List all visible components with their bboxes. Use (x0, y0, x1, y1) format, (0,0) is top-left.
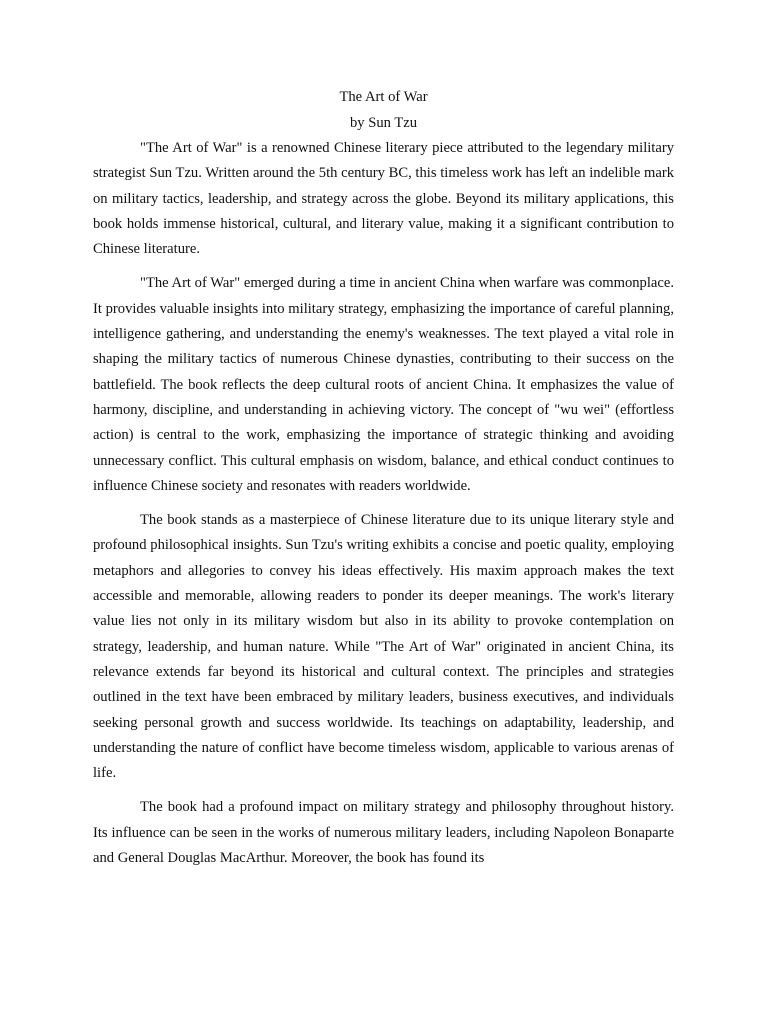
document-page (93, 87, 674, 880)
paragraph-4: The book had a profound impact on military strategy and philosophy throughout history. Its influence can be seen in the works of numerous military leaders, including Napoleon Bonaparte and General Douglas MacArthur. Moreover, the book has found its (93, 799, 674, 867)
document-author: by Sun Tzu (349, 115, 418, 131)
document-title: The Art of War (339, 89, 428, 105)
paragraph-3: The book stands as a masterpiece of Chinese literature due to its unique literary style and profound philosophical insights. Sun Tzu's writing exhibits a concise and poetic quality, employing metaphors and allegories to convey his ideas effectively. His maxim approach makes the text accessible and memorable, allowing readers to ponder its deeper meanings. The work's literary value lies not only in its military wisdom but also in its ability to provoke contemplation on strategy, leadership, and human nature. While "The Art of War" originated in ancient China, its relevance extends far beyond its historical and cultural context. The principles and strategies outlined in the text have been embraced by military leaders, business executives, and individuals seeking personal growth and success worldwide. Its teachings on adaptability, leadership, and understanding the nature of conflict have become timeless wisdom, applicable to various arenas of life. (93, 512, 674, 782)
paragraph-2: "The Art of War" emerged during a time in ancient China when warfare was commonplace. It provides valuable insights into military strategy, emphasizing the importance of careful planning, intelligence gathering, and understanding the enemy's weaknesses. The text played a vital role in shaping the military tactics of numerous Chinese dynasties, contributing to their success on the battlefield. The book reflects the deep cultural roots of ancient China. It emphasizes the value of harmony, discipline, and understanding in achieving victory. The concept of "wu wei" (effortless action) is central to the work, emphasizing the importance of strategic thinking and avoiding unnecessary conflict. This cultural emphasis on wisdom, balance, and ethical conduct continues to influence Chinese society and resonates with readers worldwide. (93, 275, 674, 494)
paragraph-1: "The Art of War" is a renowned Chinese literary piece attributed to the legendary military strategist Sun Tzu. Written around the 5th century BC, this timeless work has left an indelible mark on military tactics, leadership, and strategy across the globe. Beyond its military applications, this book holds immense historical, cultural, and literary value, making it a significant contribution to Chinese literature. (93, 140, 674, 258)
